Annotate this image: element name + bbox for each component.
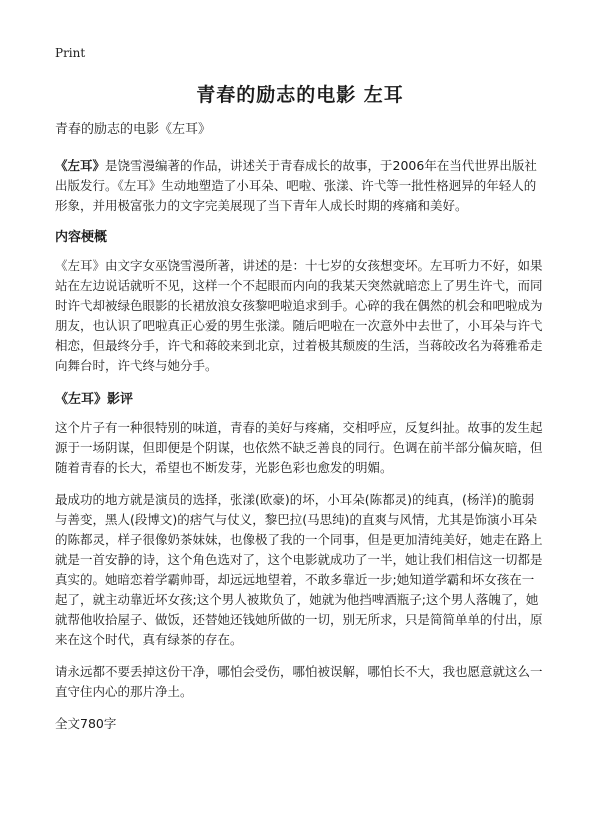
review-paragraph-2: 最成功的地方就是演员的选择，张漾(欧豪)的坏，小耳朵(陈都灵)的纯真，(杨洋)的脆弱与善变，黑人(段博文)的痞气与仗义，黎巴拉(马思纯)的直爽与风情，尤其是饰演小耳朵的陈都灵，样子很像奶茶妹妹，也像极了我的一个同事，但是更加清纯美好，她走在路上就是一首安静的诗，这个角色选对了，这个电影就成功了一半，她让我们相信这一切都是真实的。她暗恋着学霸帅哥，却远远地望着，不敢多靠近一步;她知道学霸和坏女孩在一起了，就主动靠近坏女孩;这个男人被欺负了，她就为他挡啤酒瓶子;这个男人落魄了，她就帮他收拾屋子、做饭，还替她还钱她所做的一切，别无所求，只是简简单单的付出，原来在这个时代，真有绿茶的存在。: [55, 492, 543, 647]
print-link[interactable]: Print: [55, 46, 86, 60]
review-heading: 《左耳》影评: [55, 392, 134, 407]
synopsis-paragraph: 《左耳》由文字女巫饶雪漫所著，讲述的是：十七岁的女孩想变坏。左耳听力不好，如果站在左边说话就听不见，这样一个不起眼而内向的我某天突然就暗恋上了男生许弋，而同时许弋却被绿色眼影的长裙放浪女孩黎吧啦追求到手。心碎的我在偶然的机会和吧啦成为朋友，也认识了吧啦真正心爱的男生张漾。随后吧啦在一次意外中去世了，小耳朵与许弋相恋，但最终分手，许弋和蒋皎来到北京，过着极其颓废的生活，当蒋皎改名为蒋雅希走向舞台时，许弋终与她分手。: [55, 258, 543, 373]
intro-paragraph: [55, 156, 545, 216]
intro-text: 是饶雪漫编著的作品，讲述关于青春成长的故事，于2006年在当代世界出版社出版发行。《左耳》生动地塑造了小耳朵、吧啦、张漾、许弋等一批性格迥异的年轻人的形象，并用极富张力的文字完美展现了当下青年人成长时期的疼痛和美好。: [55, 158, 537, 213]
page-title: 青春的励志的电影 左耳: [196, 84, 404, 106]
word-count: 全文780字: [55, 716, 117, 731]
article-body: [55, 120, 545, 734]
review-paragraph-3: 请永远都不要丢掉这份干净，哪怕会受伤，哪怕被误解，哪怕长不大，我也愿意就这么一直守住内心的那片净土。: [55, 664, 543, 699]
synopsis-heading: 内容梗概: [55, 230, 108, 245]
review-paragraph-1: 这个片子有一种很特别的味道，青春的美好与疼痛，交相呼应，反复纠扯。故事的发生起源于一场阴谋，但即便是个阴谋，也依然不缺乏善良的同行。色调在前半部分偏灰暗，但随着青春的长大，希望也不断发芽，光影色彩也愈发的明媚。: [55, 420, 543, 475]
article-subtitle: 青春的励志的电影《左耳》: [55, 122, 212, 137]
intro-bold-lead: 《左耳》: [55, 158, 106, 173]
